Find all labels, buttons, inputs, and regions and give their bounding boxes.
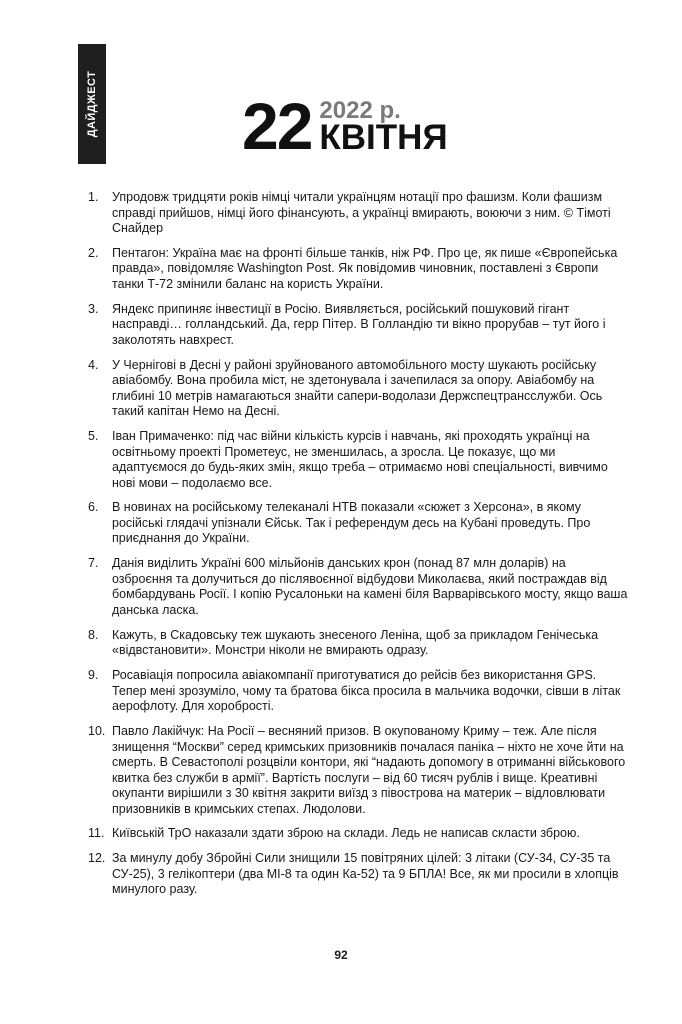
item-text: Данія виділить Україні 600 мільйонів данських крон (понад 87 млн доларів) на озброєння та долучиться до післявоєнної відбудови Миколаєва, який постраждав від бомбардувань Росії. І копію Русалоньки на камені біля Варварівського мосту, якщо ваша данська ласка. bbox=[112, 556, 628, 617]
list-item bbox=[88, 724, 628, 817]
list-item bbox=[88, 190, 628, 237]
item-text: Яндекс припиняє інвестиції в Росію. Виявляється, російський пошуковий гігант насправді… голландський. Да, герр Пітер. В Голландію ти вікно прорубав – тут його і заколотять навхрест. bbox=[112, 301, 606, 347]
list-item bbox=[88, 500, 628, 547]
list-item bbox=[88, 246, 628, 293]
list-item bbox=[88, 668, 628, 715]
item-number: 9. bbox=[88, 668, 99, 683]
item-text: За минулу добу Збройні Сили знищили 15 повітряних цілей: 3 літаки (СУ-34, СУ-35 та СУ-25), 3 гелікоптери (два МІ-8 та один Ка-52) та 9 БПЛА! Все, як ми просили в хлопців минулого разу. bbox=[112, 851, 619, 897]
item-text: Упродовж тридцяти років німці читали українцям нотації про фашизм. Коли фашизм справді прийшов, німці його фінансують, а українці вмирають, воюючи з ним. © Тімоті Снайдер bbox=[112, 190, 611, 235]
item-number: 12. bbox=[88, 851, 106, 866]
item-number: 10. bbox=[88, 724, 106, 739]
item-number: 6. bbox=[88, 500, 99, 515]
item-number: 11. bbox=[88, 826, 105, 841]
item-number: 1. bbox=[88, 190, 99, 204]
date-month: КВІТНЯ bbox=[319, 118, 448, 157]
item-number: 3. bbox=[88, 301, 99, 316]
item-number: 2. bbox=[88, 245, 99, 260]
list-item bbox=[88, 429, 628, 491]
item-number: 4. bbox=[88, 357, 99, 372]
list-item bbox=[88, 851, 628, 898]
date-header bbox=[242, 84, 448, 163]
date-year: 2022 р. bbox=[319, 97, 401, 124]
item-text: Іван Примаченко: під час війни кількість курсів і навчань, які проходять українці на освітньому проекті Прометеус, не зменшилась, а зросла. Це показує, що ми адаптуємося до будь-яких змін, якщо треба – отримаємо нові спеціальності, вивчимо нові мови – подолаємо все. bbox=[112, 429, 608, 490]
section-tab-label: ДАЙДЖЕСТ bbox=[86, 70, 98, 138]
item-number: 7. bbox=[88, 556, 99, 571]
list-item bbox=[88, 628, 628, 659]
list-item bbox=[88, 556, 628, 618]
list-item bbox=[88, 302, 628, 349]
item-text: Павло Лакійчук: На Росії – весняний призов. В окупованому Криму – теж. Але після знищення “Москви” серед кримських призовників почалася паніка – ніхто не хоче йти на смерть. В Севастополі розцвіли контори, які “надають допомогу в отриманні військового квитка без служби в армії”. Вартість послуги – від 60 тисяч рублів і вище. Креативні окупанти вирішили з 30 квітня закрити виїзд з півострова на материк – відловлювати призовників в кримських степах. Людолови. bbox=[112, 724, 626, 816]
item-text: Кажуть, в Скадовську теж шукають знесеного Леніна, щоб за прикладом Генічеська «відвстановити». Монстри ніколи не вмирають одразу. bbox=[112, 627, 599, 658]
page-number: 92 bbox=[334, 948, 348, 962]
item-text: Росавіація попросила авіакомпанії приготуватися до рейсів без використання GPS. Тепер мені зрозуміло, чому та братова бікса просила в мальчика водочки, сівши в літак аерофлоту. Для хоробрості. bbox=[112, 668, 621, 714]
date-day: 22 bbox=[242, 89, 312, 163]
list-item bbox=[88, 358, 628, 420]
item-number: 8. bbox=[88, 627, 99, 642]
list-item bbox=[88, 826, 628, 842]
item-text: Пентагон: Україна має на фронті більше танків, ніж РФ. Про це, як пише «Європейська правда», повідомляє Washington Post. Як повідомив чиновник, поставлені з Європи танки Т-72 змінили баланс на користь України. bbox=[112, 245, 618, 291]
item-text: В новинах на російському телеканалі НТВ показали «сюжет з Херсона», в якому російські глядачі упізнали Єйськ. Так і референдум десь на Кубані проведуть. Про приєднання до України. bbox=[112, 500, 591, 546]
digest-list bbox=[88, 190, 628, 907]
item-text: У Чернігові в Десні у районі зруйнованого автомобільного мосту шукають російську авіабомбу. Вона пробила міст, не здетонувала і зачепилася за опору. Авіабомбу на глибині 10 метрів намагаються знайти сапери-водолази Держспецтрансслужби. Ось такий капітан Немо на Десні. bbox=[112, 357, 603, 419]
section-tab bbox=[78, 44, 106, 164]
item-number: 5. bbox=[88, 429, 99, 444]
date-month-year bbox=[319, 97, 448, 157]
item-text: Київській ТрО наказали здати зброю на склади. Ледь не написав скласти зброю. bbox=[112, 826, 580, 841]
